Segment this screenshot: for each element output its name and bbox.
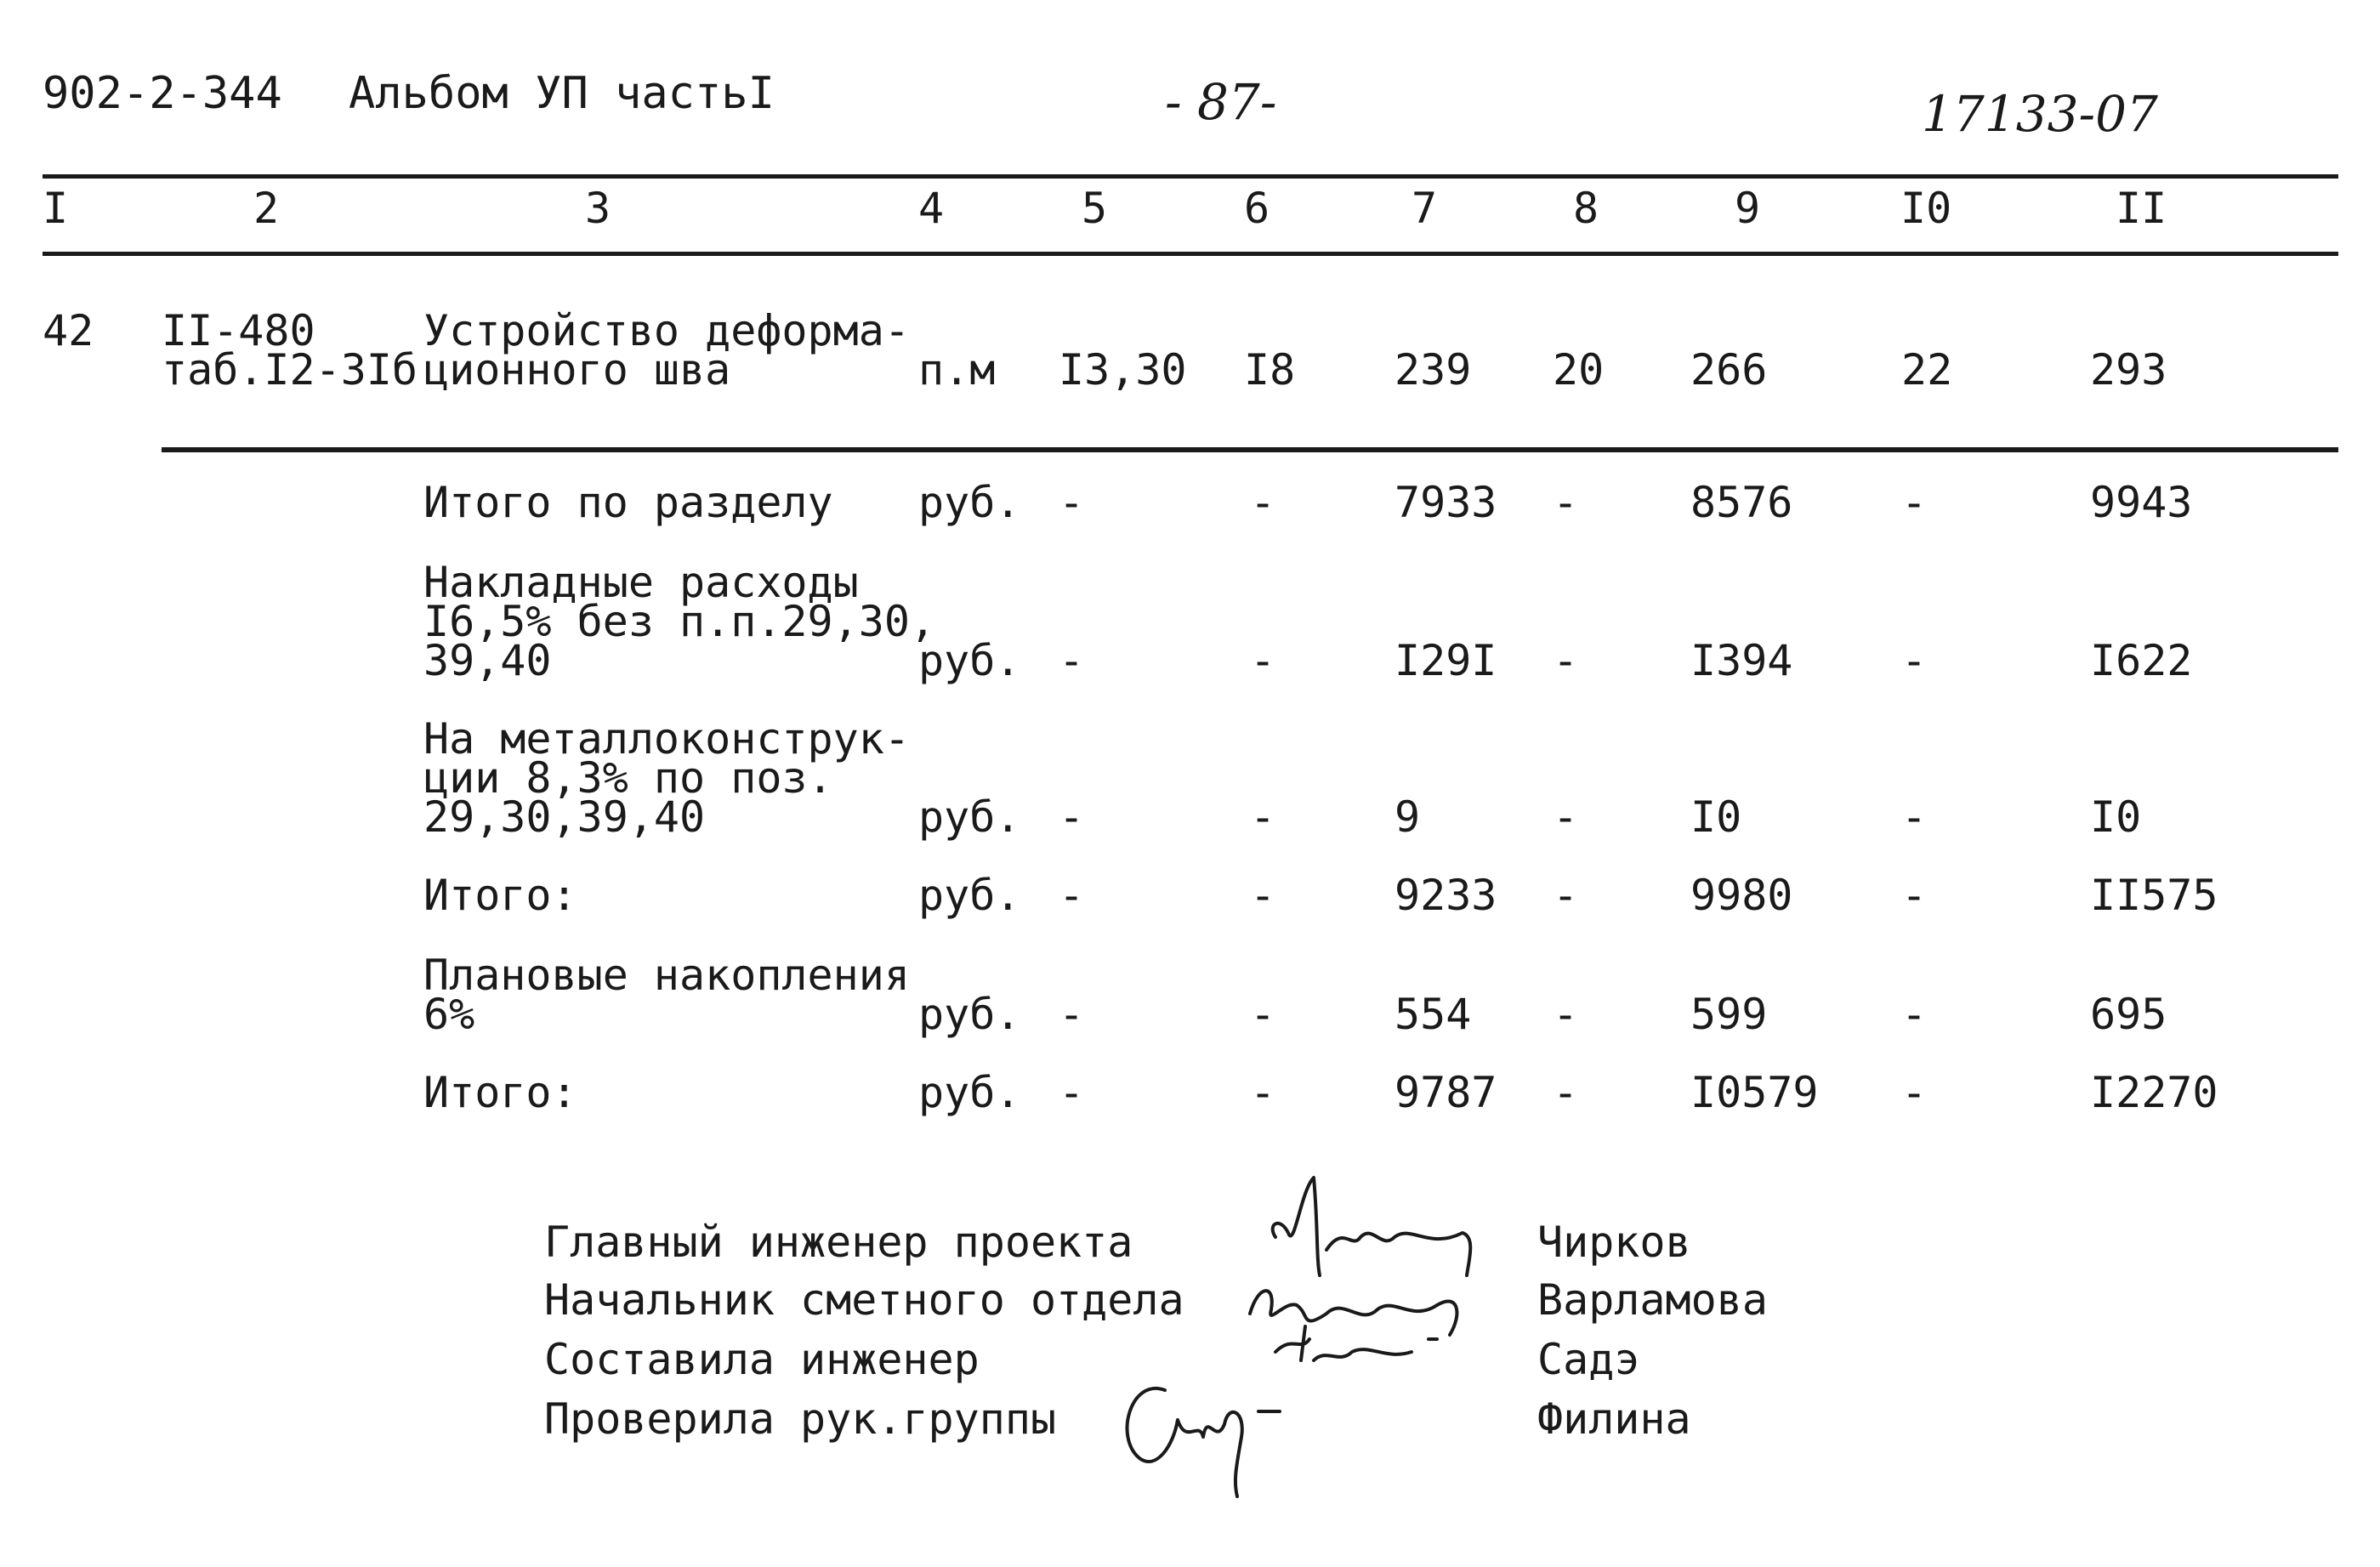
signature-role: Проверила рук.группы (544, 1394, 1057, 1444)
column-header: 8 (1573, 184, 1599, 233)
summary-col9: 8576 (1690, 478, 1793, 527)
item-code: II-480 таб.I2-3Iб (162, 306, 418, 395)
signature-name: Чирков (1537, 1218, 1691, 1267)
signature-role: Составила инженер (544, 1335, 980, 1384)
item-col10: 22 (1901, 345, 1953, 395)
item-col11: 293 (2090, 345, 2167, 395)
album-title: Альбом УП частьI (349, 68, 775, 119)
summary-col6: - (1250, 990, 1276, 1039)
summary-label: Итого по разделу (423, 478, 833, 527)
summary-col8: - (1553, 871, 1579, 920)
summary-col7: I29I (1394, 636, 1497, 685)
column-header: 2 (253, 184, 280, 233)
column-header: II (2116, 184, 2167, 233)
summary-col10: - (1901, 871, 1928, 920)
signature-scribble-1 (1273, 1178, 1471, 1275)
summary-label: Накладные расходы I6,5% без п.п.29,30, 39,40 (423, 558, 936, 685)
column-header: 7 (1412, 184, 1438, 233)
summary-col11: I0 (2090, 792, 2142, 842)
summary-label: На металлоконструк- ции 8,3% по поз. 29,30,39,40 (423, 714, 910, 842)
signature-name: Филина (1537, 1394, 1691, 1444)
summary-col5: - (1059, 478, 1085, 527)
signature-scribble-4 (1128, 1388, 1280, 1496)
summary-col8: - (1553, 792, 1579, 842)
item-col8: 20 (1553, 345, 1605, 395)
summary-unit: руб. (918, 792, 1021, 842)
document-code: 902-2-344 (43, 68, 282, 119)
page-number: - 87- (1165, 73, 1277, 131)
summary-col10: - (1901, 792, 1928, 842)
summary-label: Плановые накопления 6% (423, 951, 910, 1039)
summary-col11: I2270 (2090, 1068, 2218, 1117)
summary-col10: - (1901, 636, 1928, 685)
summary-label: Итого: (423, 871, 577, 920)
item-col6: I8 (1244, 345, 1296, 395)
summary-label: Итого: (423, 1068, 577, 1117)
summary-col8: - (1553, 990, 1579, 1039)
item-name: Устройство деформа- ционного шва (423, 306, 910, 395)
stamp-number: 17133-07 (1922, 85, 2158, 143)
summary-col9: I394 (1690, 636, 1793, 685)
summary-unit: руб. (918, 990, 1021, 1039)
summary-col5: - (1059, 792, 1085, 842)
summary-col10: - (1901, 1068, 1928, 1117)
summary-col7: 9233 (1394, 871, 1497, 920)
signature-role: Начальник сметного отдела (544, 1275, 1184, 1325)
column-header: 9 (1735, 184, 1761, 233)
summary-col5: - (1059, 636, 1085, 685)
signature-name: Садэ (1537, 1335, 1640, 1384)
summary-col9: 9980 (1690, 871, 1793, 920)
summary-col11: II575 (2090, 871, 2218, 920)
item-unit: п.м (918, 345, 996, 395)
summary-col8: - (1553, 1068, 1579, 1117)
column-header: I0 (1900, 184, 1952, 233)
signature-name: Варламова (1537, 1275, 1768, 1325)
summary-col5: - (1059, 990, 1085, 1039)
summary-col7: 554 (1394, 990, 1472, 1039)
summary-col9: 599 (1690, 990, 1768, 1039)
summary-col9: I0579 (1690, 1068, 1819, 1117)
summary-col11: 695 (2090, 990, 2167, 1039)
summary-unit: руб. (918, 871, 1021, 920)
column-header: 3 (585, 184, 611, 233)
column-header: I (43, 184, 69, 233)
signature-role: Главный инженер проекта (544, 1218, 1133, 1267)
summary-col5: - (1059, 871, 1085, 920)
summary-col6: - (1250, 1068, 1276, 1117)
column-header: 6 (1244, 184, 1270, 233)
column-header: 5 (1082, 184, 1108, 233)
summary-col7: 9 (1394, 792, 1421, 842)
summary-col8: - (1553, 636, 1579, 685)
summary-col11: I622 (2090, 636, 2193, 685)
summary-col7: 7933 (1394, 478, 1497, 527)
summary-col6: - (1250, 792, 1276, 842)
summary-unit: руб. (918, 636, 1021, 685)
summary-col6: - (1250, 636, 1276, 685)
summary-col7: 9787 (1394, 1068, 1497, 1117)
summary-unit: руб. (918, 1068, 1021, 1117)
summary-col6: - (1250, 478, 1276, 527)
summary-col5: - (1059, 1068, 1085, 1117)
signature-scribble-2 (1250, 1291, 1457, 1335)
signature-scribble-3 (1275, 1326, 1437, 1360)
summary-unit: руб. (918, 478, 1021, 527)
summary-col11: 9943 (2090, 478, 2193, 527)
item-col5: I3,30 (1059, 345, 1187, 395)
column-header: 4 (918, 184, 945, 233)
summary-col10: - (1901, 478, 1928, 527)
summary-col8: - (1553, 478, 1579, 527)
summary-col10: - (1901, 990, 1928, 1039)
summary-col9: I0 (1690, 792, 1742, 842)
summary-col6: - (1250, 871, 1276, 920)
item-number: 42 (43, 306, 94, 355)
item-col9: 266 (1690, 345, 1768, 395)
item-col7: 239 (1394, 345, 1472, 395)
